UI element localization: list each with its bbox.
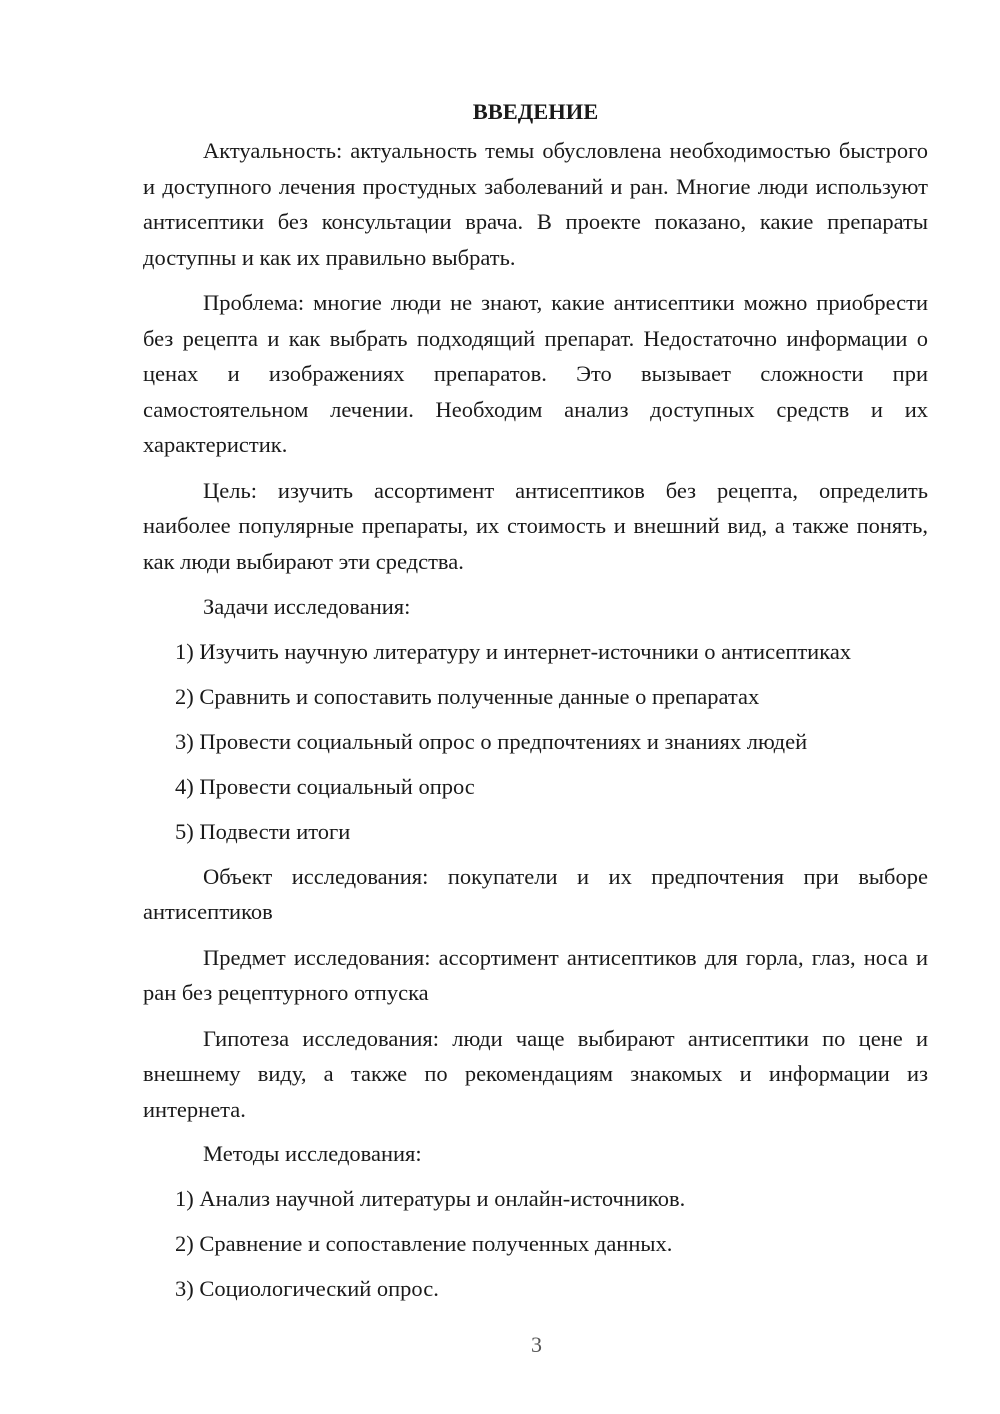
object-paragraph: Объект исследования: покупатели и их предпочтения при выборе антисептиков <box>143 863 928 924</box>
tasks-list <box>143 634 928 850</box>
methods-list <box>143 1181 928 1307</box>
list-item: 2) Сравнение и сопоставление полученных данных. <box>175 1230 673 1256</box>
list-item: 2) Сравнить и сопоставить полученные данные о препаратах <box>175 683 760 709</box>
hypothesis-paragraph: Гипотеза исследования: люди чаще выбирают антисептики по цене и внешнему виду, а также по рекомендациям знакомых и информации из интернета. <box>143 1025 928 1122</box>
tasks-heading: Задачи исследования: <box>203 594 411 619</box>
list-item: 1) Анализ научной литературы и онлайн-источников. <box>175 1185 686 1211</box>
subject-paragraph: Предмет исследования: ассортимент антисептиков для горла, глаз, носа и ран без рецептурного отпуска <box>143 944 928 1005</box>
list-item: 4) Провести социальный опрос <box>175 773 475 799</box>
methods-heading: Методы исследования: <box>203 1141 422 1166</box>
list-item: 3) Провести социальный опрос о предпочтениях и знаниях людей <box>175 728 808 754</box>
list-item: 5) Подвести итоги <box>175 818 351 844</box>
page-content <box>143 94 928 1316</box>
relevance-paragraph: Актуальность: актуальность темы обусловлена необходимостью быстрого и доступного лечения простудных заболеваний и ран. Многие люди используют антисептики без консультации врача. В проекте показано, какие препараты доступны и как их правильно выбрать. <box>143 138 928 270</box>
page-title: ВВЕДЕНИЕ <box>472 99 599 124</box>
list-item: 1) Изучить научную литературу и интернет-источники о антисептиках <box>175 638 852 664</box>
goal-paragraph: Цель: изучить ассортимент антисептиков без рецепта, определить наиболее популярные препараты, их стоимость и внешний вид, а также понять, как люди выбирают эти средства. <box>143 477 928 574</box>
list-item: 3) Социологический опрос. <box>175 1275 439 1301</box>
problem-paragraph: Проблема: многие люди не знают, какие антисептики можно приобрести без рецепта и как выбрать подходящий препарат. Недостаточно информации о ценах и изображениях препаратов. Это вызывает сложности при самостоятельном лечении. Необходим анализ доступных средств и их характеристик. <box>143 290 928 457</box>
page-number: 3 <box>531 1332 542 1357</box>
